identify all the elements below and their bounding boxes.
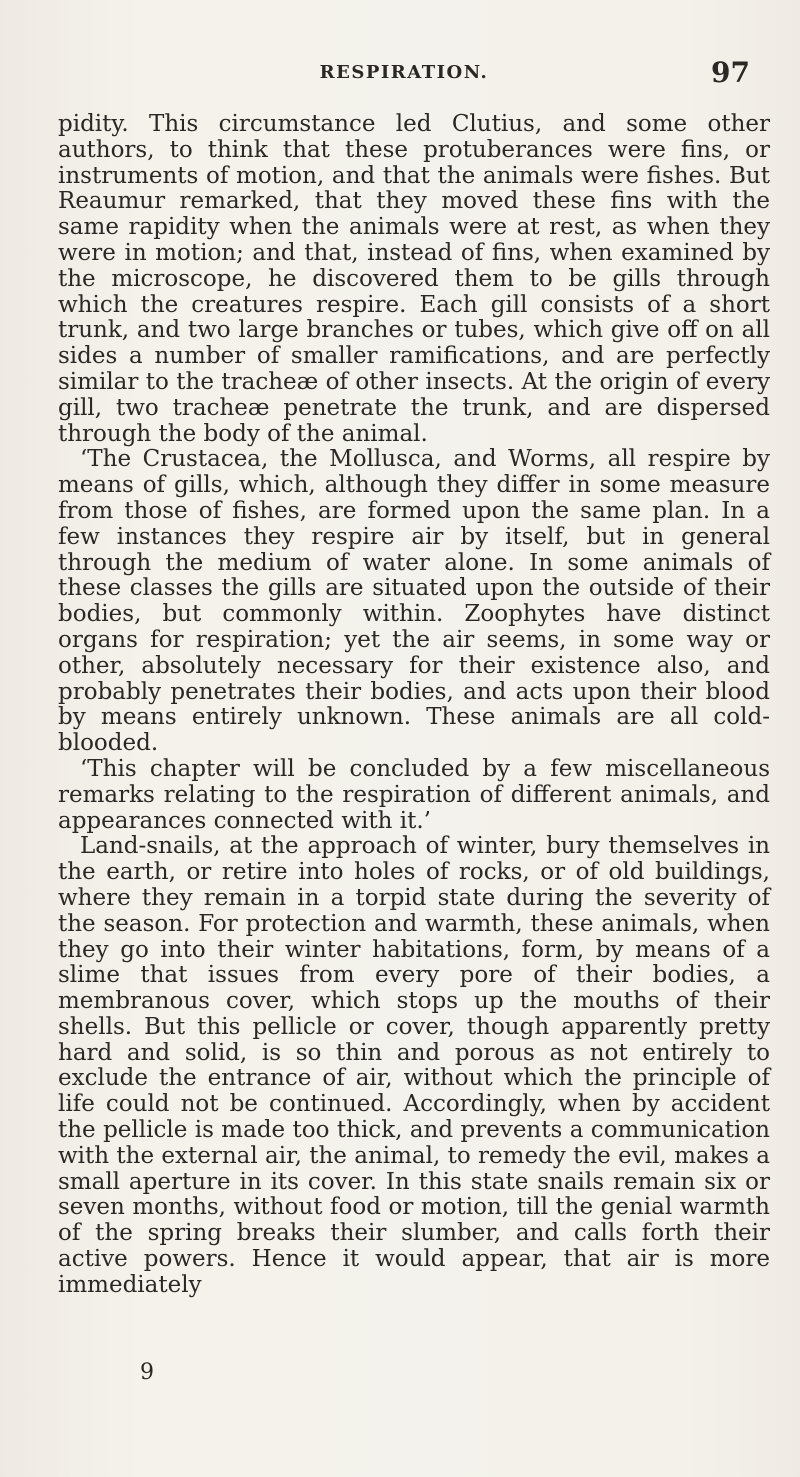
page-header [58, 56, 750, 96]
paragraph: ‘This chapter will be concluded by a few miscellaneous remarks relating to the respiration of different animals, and appearances connected with it.’ [58, 755, 770, 834]
running-head: RESPIRATION. [319, 62, 489, 83]
paragraph: ‘The Crustacea, the Mollusca, and Worms, all respire by means of gills, which, although they differ in some measure from those of fishes, are formed upon the same plan. In a few instances they respire air by itself, but in general through the medium of water alone. In some animals of these classes the gills are situated upon the outside of their bodies, but commonly within. Zoophytes have distinct organs for respiration; yet the air seems, in some way or other, absolutely necessary for their existence also, and probably penetrates their bodies, and acts upon their blood by means entirely unknown. These animals are all cold-blooded. [58, 446, 770, 757]
body-text [58, 112, 770, 1299]
paragraph: Land-snails, at the approach of winter, bury themselves in the earth, or retire into holes of rocks, or of old buildings, where they remain in a torpid state during the severity of the season. For protection and warmth, these animals, when they go into their winter habitations, form, by means of a slime that issues from every pore of their bodies, a membranous cover, which stops up the mouths of their shells. But this pellicle or cover, though apparently pretty hard and solid, is so thin and porous as not entirely to exclude the entrance of air, without which the principle of life could not be continued. Accordingly, when by accident the pellicle is made too thick, and prevents a communication with the external air, the animal, to remedy the evil, makes a small aperture in its cover. In this state snails remain six or seven months, without food or motion, till the genial warmth of the spring breaks their slumber, and calls forth their active powers. Hence it would appear, that air is more immediately [58, 833, 770, 1298]
page-number: 97 [711, 56, 750, 89]
signature-mark: 9 [140, 1360, 154, 1385]
paragraph: pidity. This circumstance led Clutius, and some other authors, to think that these protuberances were fins, or instruments of motion, and that the animals were fishes. But Reaumur remarked, that they moved these fins with the same rapidity when the animals were at rest, as when they were in motion; and that, instead of fins, when examined by the microscope, he discovered them to be gills through which the creatures respire. Each gill consists of a short trunk, and two large branches or tubes, which give off on all sides a number of smaller ramifications, and are perfectly similar to the tracheæ of other insects. At the origin of every gill, two tracheæ penetrate the trunk, and are dispersed through the body of the animal. [58, 111, 770, 447]
